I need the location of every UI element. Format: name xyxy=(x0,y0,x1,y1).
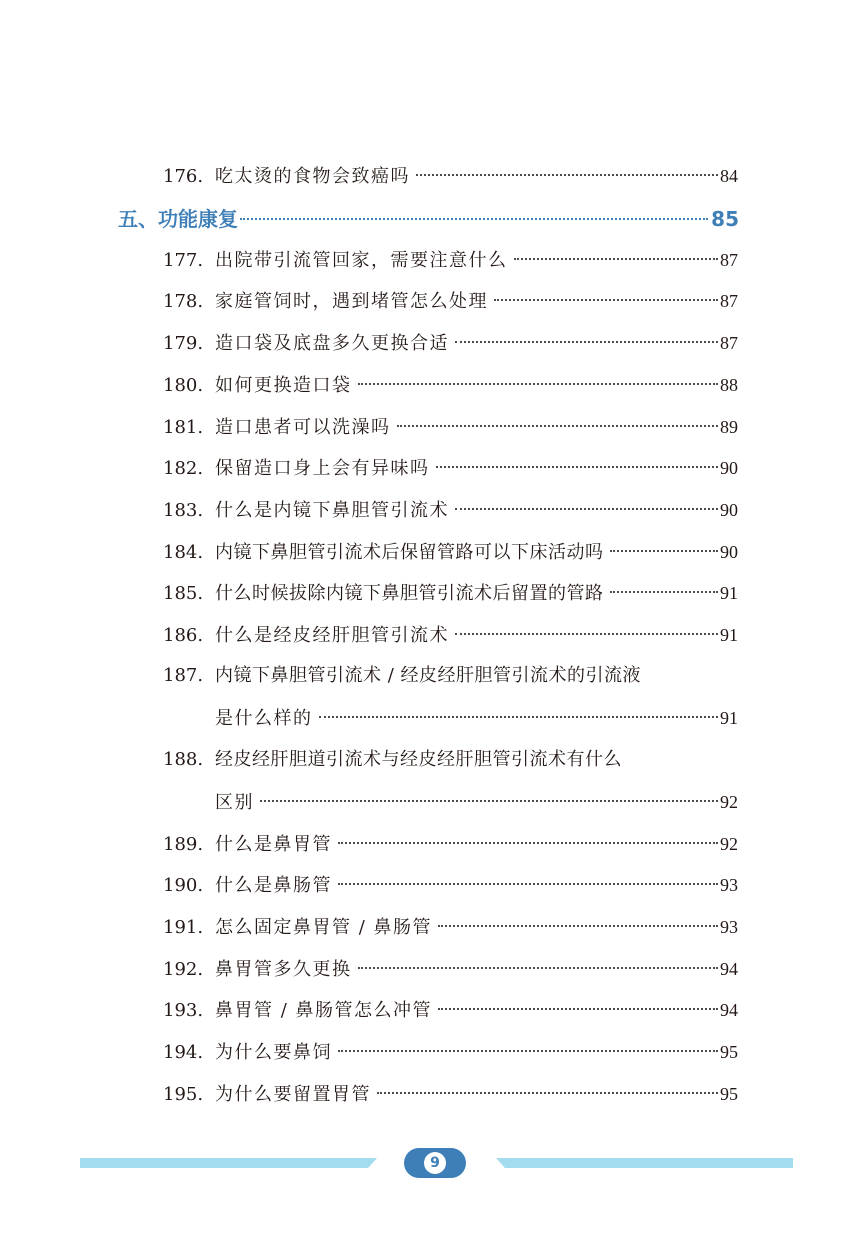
dot-leader xyxy=(358,383,719,385)
toc-entry[interactable] xyxy=(163,371,738,399)
entry-number: 195. xyxy=(163,1084,204,1105)
entry-title: 内镜下鼻胆管引流术 / 经皮经肝胆管引流术的引流液 xyxy=(215,665,642,686)
entry-number: 192. xyxy=(163,959,204,980)
entry-title: 经皮经肝胆道引流术与经皮经肝胆管引流术有什么 xyxy=(215,749,622,770)
entry-title: 什么是经皮经肝胆管引流术 xyxy=(215,625,449,646)
toc-entry[interactable] xyxy=(163,746,738,774)
footer-decor-bar-left xyxy=(80,1158,377,1168)
section-heading[interactable] xyxy=(118,204,739,234)
entry-title: 什么是内镜下鼻胆管引流术 xyxy=(215,500,449,521)
entry-title: 家庭管饲时，遇到堵管怎么处理 xyxy=(215,291,488,312)
entry-number: 194. xyxy=(163,1042,204,1063)
toc-entry-continuation[interactable] xyxy=(215,788,738,816)
toc-entry[interactable] xyxy=(163,246,738,274)
entry-page: 91 xyxy=(720,625,738,645)
entry-number: 183. xyxy=(163,500,204,521)
dot-leader xyxy=(438,925,718,927)
toc-entry[interactable] xyxy=(163,913,738,941)
section-page: 85 xyxy=(711,207,739,231)
page-number-badge xyxy=(404,1148,466,1178)
dot-leader xyxy=(438,1008,718,1010)
dot-leader xyxy=(397,425,719,427)
entry-number: 181. xyxy=(163,417,204,438)
dot-leader xyxy=(455,341,718,343)
entry-page: 92 xyxy=(720,792,738,812)
toc-entry[interactable] xyxy=(163,162,738,190)
dot-leader xyxy=(338,1050,718,1052)
entry-page: 90 xyxy=(720,458,738,478)
entry-title: 为什么要鼻饲 xyxy=(215,1042,332,1063)
entry-page: 92 xyxy=(720,834,738,854)
toc-entry[interactable] xyxy=(163,413,738,441)
dot-leader xyxy=(436,466,719,468)
dot-leader xyxy=(240,218,708,220)
dot-leader xyxy=(377,1092,718,1094)
toc-entry-continuation[interactable] xyxy=(215,704,738,732)
entry-page: 93 xyxy=(720,917,738,937)
entry-number: 184. xyxy=(163,542,204,563)
entry-page: 94 xyxy=(720,959,738,979)
dot-leader xyxy=(260,800,718,802)
section-title: 五、功能康复 xyxy=(118,207,238,231)
entry-page: 88 xyxy=(720,375,738,395)
dot-leader xyxy=(514,258,719,260)
toc-entry[interactable] xyxy=(163,538,738,566)
entry-title: 造口患者可以洗澡吗 xyxy=(215,417,391,438)
dot-leader xyxy=(416,174,718,176)
entry-page: 93 xyxy=(720,875,738,895)
entry-number: 190. xyxy=(163,875,204,896)
entry-number: 185. xyxy=(163,583,204,604)
entry-page: 95 xyxy=(720,1042,738,1062)
entry-title: 吃太烫的食物会致癌吗 xyxy=(215,166,410,187)
entry-page: 90 xyxy=(720,500,738,520)
toc-entry[interactable] xyxy=(163,830,738,858)
entry-title: 出院带引流管回家，需要注意什么 xyxy=(215,250,508,271)
entry-number: 178. xyxy=(163,291,204,312)
entry-title: 造口袋及底盘多久更换合适 xyxy=(215,333,449,354)
entry-title-continuation: 区别 xyxy=(215,792,254,813)
entry-page: 90 xyxy=(720,542,738,562)
dot-leader xyxy=(610,591,719,593)
entry-title: 鼻胃管多久更换 xyxy=(215,959,352,980)
entry-number: 187. xyxy=(163,665,204,686)
entry-number: 186. xyxy=(163,625,204,646)
entry-title: 如何更换造口袋 xyxy=(215,375,352,396)
dot-leader xyxy=(338,842,718,844)
entry-page: 89 xyxy=(720,417,738,437)
entry-number: 188. xyxy=(163,749,204,770)
entry-number: 191. xyxy=(163,917,204,938)
entry-page: 91 xyxy=(720,708,738,728)
dot-leader xyxy=(610,550,719,552)
dot-leader xyxy=(455,633,718,635)
entry-title: 鼻胃管 / 鼻肠管怎么冲管 xyxy=(215,1000,433,1021)
entry-page: 87 xyxy=(720,250,738,270)
entry-title: 保留造口身上会有异味吗 xyxy=(215,458,430,479)
entry-number: 177. xyxy=(163,250,204,271)
entry-page: 84 xyxy=(720,166,738,186)
toc-entry[interactable] xyxy=(163,454,738,482)
dot-leader xyxy=(319,716,719,718)
toc-entry[interactable] xyxy=(163,1080,738,1108)
toc-entry[interactable] xyxy=(163,955,738,983)
entry-page: 95 xyxy=(720,1084,738,1104)
entry-number: 180. xyxy=(163,375,204,396)
toc-entry[interactable] xyxy=(163,621,738,649)
entry-number: 182. xyxy=(163,458,204,479)
entry-page: 94 xyxy=(720,1000,738,1020)
toc-entry[interactable] xyxy=(163,287,738,315)
entry-number: 189. xyxy=(163,834,204,855)
entry-page: 87 xyxy=(720,291,738,311)
toc-entry[interactable] xyxy=(163,579,738,607)
entry-title: 内镜下鼻胆管引流术后保留管路可以下床活动吗 xyxy=(215,542,604,563)
toc-entry[interactable] xyxy=(163,871,738,899)
toc-entry[interactable] xyxy=(163,996,738,1024)
entry-title: 什么是鼻肠管 xyxy=(215,875,332,896)
entry-title: 什么是鼻胃管 xyxy=(215,834,332,855)
dot-leader xyxy=(358,967,719,969)
entry-title-continuation: 是什么样的 xyxy=(215,708,313,729)
toc-entry[interactable] xyxy=(163,329,738,357)
entry-page: 87 xyxy=(720,333,738,353)
toc-entry[interactable] xyxy=(163,1038,738,1066)
entry-title: 为什么要留置胃管 xyxy=(215,1084,371,1105)
entry-title: 什么时候拔除内镜下鼻胆管引流术后留置的管路 xyxy=(215,583,604,604)
dot-leader xyxy=(338,883,718,885)
dot-leader xyxy=(494,299,718,301)
page-number: 9 xyxy=(424,1152,446,1174)
entry-title: 怎么固定鼻胃管 / 鼻肠管 xyxy=(215,917,433,938)
dot-leader xyxy=(455,508,718,510)
entry-page: 91 xyxy=(720,583,738,603)
entry-number: 193. xyxy=(163,1000,204,1021)
entry-number: 179. xyxy=(163,333,204,354)
entry-number: 176. xyxy=(163,166,204,187)
toc-entry[interactable] xyxy=(163,662,738,690)
toc-entry[interactable] xyxy=(163,496,738,524)
footer-decor-bar-right xyxy=(496,1158,793,1168)
